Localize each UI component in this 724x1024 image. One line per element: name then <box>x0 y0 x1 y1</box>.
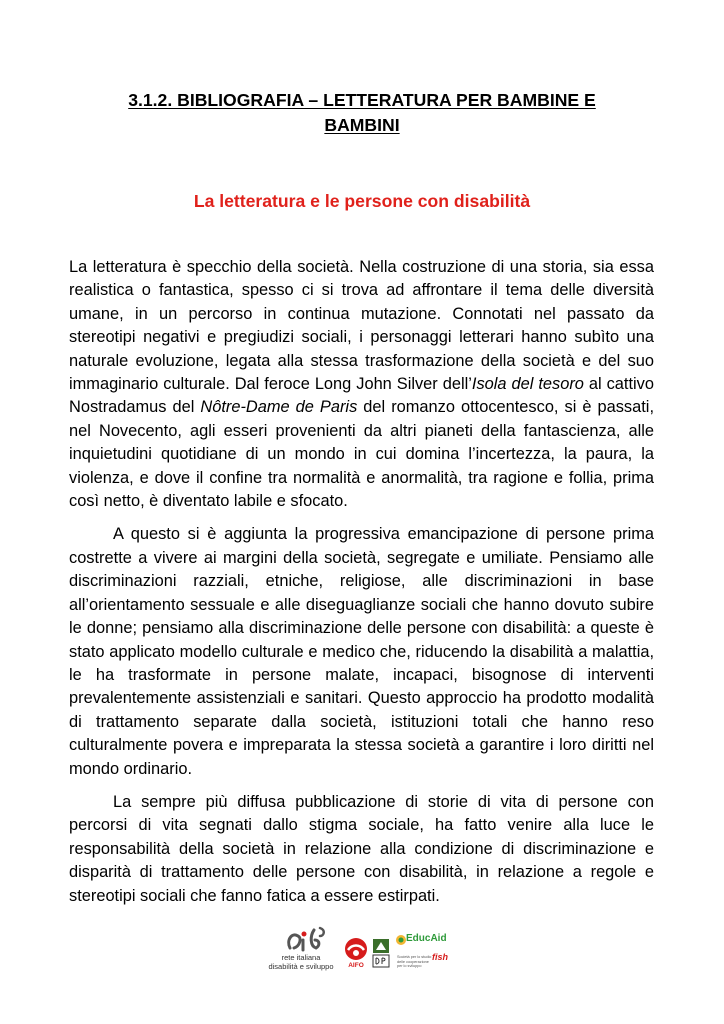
rids-text-line1: rete italiana <box>281 953 321 962</box>
educaid-label: EducAid <box>406 933 447 944</box>
paragraph-1-part3: del romanzo ottocentesco, si è passati, nel Novecento, agli esseri provenienti da altri pianeti della fantascienza, alle inquietudini quotidiane di un mondo in cui domina l’incertezza, la paura, la violenza, e dove il confine tra normalità e anormalità, tra ragione e follia, prima così netto, è diventato labile e sfocato. <box>69 398 654 511</box>
dpi-logo-icon <box>372 938 390 968</box>
rids-text-line2: disabilità e sviluppo <box>268 961 334 971</box>
footer-logos <box>262 924 462 980</box>
paragraph-3: La sempre più diffusa pubblicazione di storie di vita di persone con percorsi di vita segnati dallo stigma sociale, ha fatto venire alla luce le responsabilità della società in relazione alla condizione di discriminazione e disparità di trattamento delle persone con disabilità, in relazione a regole e stereotipi sociali che fanno fatica a essere estirpati. <box>69 792 654 905</box>
body-text <box>69 256 654 918</box>
book-title-notre-dame: Nôtre-Dame de Paris <box>200 398 358 417</box>
paragraph-2: A questo si è aggiunta la progressiva emancipazione di persone prima costrette a vivere ai margini della società, segregate e umiliate. Pensiamo alle discriminazioni razziali, etniche, religiose, alle discriminazioni in base all’orientamento sessuale e alle diseguaglianze sociali che hanno dovuto subire le donne; pensiamo alla discriminazione delle persone con disabilità: a queste è stato applicato modello culturale e medico che, riducendo la disabilità a malattia, le ha trasformate in persone malate, incapaci, bisognose di interventi prevalentemente assistenziali e sanitari. Questo approccio ha prodotto modalità di trattamento separate dalla società, istituzioni totali che hanno reso culturalmente povera e impreparata la stessa società a garantire i loro diritti nel mondo ordinario. <box>69 525 654 778</box>
paragraph-1 <box>69 256 654 513</box>
aifo-label: AIFO <box>348 962 364 969</box>
paragraph-1-part2: al cattivo Nostradamus del <box>69 375 654 417</box>
rids-mark-icon <box>282 924 326 954</box>
educaid-tagline: Società per lo studio delle cooperazione per lo sviluppo <box>397 955 432 968</box>
fish-logo-label: fish <box>432 952 449 962</box>
section-subheading: La letteratura e le persone con disabilità <box>193 191 531 211</box>
paragraph-1-part1: La letteratura è specchio della società. Nella costruzione di una storia, sia essa realistica o fantastica, spesso ci si trova ad affrontare il tema delle diversità umane, in un percorso in continua mutazione. Connotati nel passato da stereotipi negativi e pregiudizi sociali, i personaggi letterari hanno subìto una naturale evoluzione, legata alla stessa trasformazione della società e del suo immaginario culturale. Dal feroce Long John Silver dell’ <box>69 258 654 394</box>
section-heading <box>70 88 654 138</box>
rids-logo <box>262 924 340 978</box>
section-heading-line2: BAMBINI <box>324 115 400 135</box>
section-heading-line1: 3.1.2. BIBLIOGRAFIA – LETTERATURA PER BAMBINE E <box>128 90 596 110</box>
book-title-isola-del-tesoro: Isola del tesoro <box>471 375 584 394</box>
